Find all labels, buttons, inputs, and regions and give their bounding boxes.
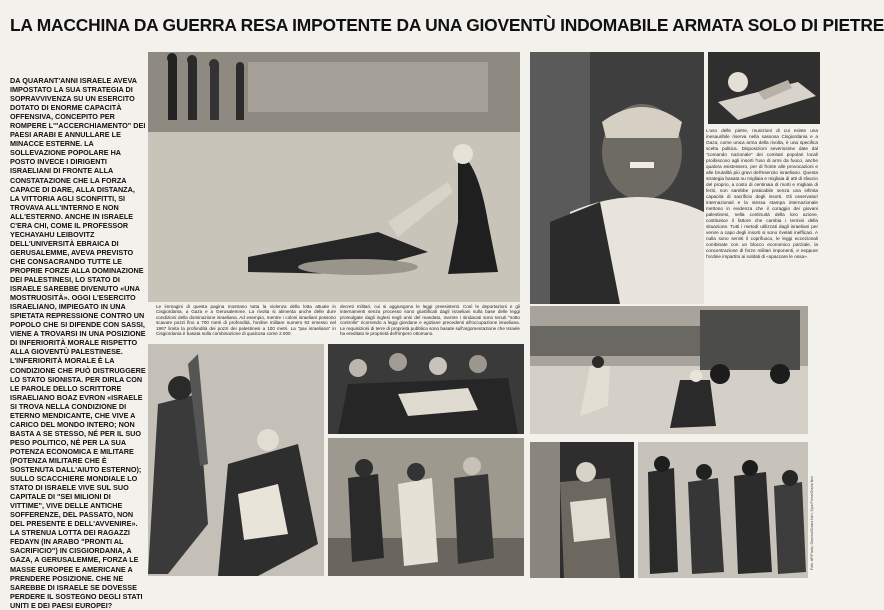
photo-jeep-soldier bbox=[530, 306, 808, 434]
old-man-graphic bbox=[530, 52, 704, 304]
photo-old-man-keffiyeh bbox=[530, 52, 704, 304]
crowd-graphic bbox=[328, 344, 524, 434]
injured-graphic bbox=[708, 52, 820, 124]
photo-injured-bed bbox=[708, 52, 820, 124]
caption-left: Le immagini di questa pagina mostrano tutta la violenza della lotta attuale in Cisgiordania, a Gaza e a Gerusalemme. La rivolta si alimenta anche delle dure condizioni della dominazione israeliana. Ad esempio, mentre i coloni israeliani possono scavare pozzi fino a 700 metri di profondità, l'ordine militare numero 92 emesso nel 1967 limita la profondità dei pozzi dei palestinesi a 100 metri. La "pax israeliana" in Cisgiordania è basata sulla combinazione di qualcosa come 2.000 bbox=[156, 304, 336, 337]
caption-right: decreti militari, cui si aggiungono le leggi preesistenti. Così le deportazioni e gli internamenti senza processo sono giustificati dagli israeliani sulla base delle leggi promulgate dagli inglesi negli anni del mandato, mentre i sindacati sono tenuti "sotto controllo" ricorrendo a leggi giordane e egiziane precedenti all'occupazione israeliana. Le requisizioni di terre di proprietà pubblica sono basate sull'argomentazione che Israele ha ereditato le proprietà dell'impero ottomano. bbox=[340, 304, 520, 337]
photo-doorway bbox=[530, 442, 634, 578]
photo-boys-march bbox=[328, 438, 524, 576]
photo-woman-street bbox=[148, 52, 520, 302]
page-headline: LA MACCHINA DA GUERRA RESA IMPOTENTE DA UNA GIOVENTÙ INDOMABILE ARMATA SOLO DI PIETRE bbox=[10, 15, 884, 35]
jeep-graphic bbox=[530, 306, 808, 434]
soldiers-graphic bbox=[638, 442, 808, 578]
struggle-graphic bbox=[148, 344, 324, 576]
side-article-text: L'uso delle pietre, munizioni di cui esiste una inesauribile riserva nella sassosa Cisgiordania e a Gaza, come unica arma della rivolta, è una specifica scelta politica. Disposizioni severissime date dal "comando nazionale" dei comitati popolari locali proibiscono agli insorti l'uso di armi da fuoco, anche qualora esistessero, per di fronte alle provocazioni e alle brutalità più gravi dell'esercito israeliano. Questa strategia basata su migliaia e migliaia di atti di sfaccio del proprio, a costo di centinaia di morti e migliaia di feriti, non sarebbe praticabile senza una infinita capacità di sacrificio degli insorti. Gli osservatori internazionali e la stessa stampa internazionale mettono in evidenza che il coraggio dei giovani palestinesi, nella continuità della loro azione, costituisce il fattore che cambia i termini della situazione. Tutti i metodi utilizzati dagli israeliani per venire a capo degli insorti si sono rivelati inefficaci. A nulla sono serviti il coprifuoco, le leggi eccezionali combinate con un blocco economico parziale, la concentrazione di forze militari imponenti, e neppure l'ordine impartito ai soldati di «spaccare le ossa». bbox=[706, 128, 818, 259]
photo-credit: Foto: AP/Photo, Gamma/Grazia Neri, Sipa Press/Grazia Neri bbox=[810, 475, 814, 570]
photo-soldiers-group bbox=[638, 442, 808, 578]
street-scene-graphic bbox=[148, 52, 520, 302]
photo-soldiers-struggle bbox=[148, 344, 324, 576]
boys-graphic bbox=[328, 438, 524, 576]
photo-crowd-carry bbox=[328, 344, 524, 434]
left-column-article: DA QUARANT'ANNI ISRAELE AVEVA IMPOSTATO LA SUA STRATEGIA DI SOPRAVVIVENZA SU UN ESERCITO DOTATO DI ENORME CAPACITÀ OFFENSIVA, CONCEPITO PER ROMPERE L'"ACCERCHIAMENTO" DEI PAESI ARABI E ANNULLARE LE MINACCE ESTERNE. LA SOLLEVAZIONE POPOLARE HA POSTO INVECE I DIRIGENTI ISRAELIANI DI FRONTE ALLA CONSTATAZIONE CHE LA FORZA CAPACE DI DARE, ALLA DISTANZA, LA VITTORIA AGLI SCONFITTI, SI TROVAVA ALL'INTERNO E NON ALL'ESTERNO. ANCHE IN ISRAELE C'ERA CHI, COME IL PROFESSOR YECHAYAHU LEIBOVITZ DELL'UNIVERSITÀ EBRAICA DI GERUSALEMME, AVEVA PREVISTO CHE CONSACRANDO TUTTE LE PROPRIE FORZE ALLA DOMINAZIONE DEI PALESTINESI, LO STATO DI ISRAELE SAREBBE DIVENUTO «UNA MOSTRUOSITÀ». OGGI L'ESERCITO ISRAELIANO, IMPIEGATO IN UNA SPIETATA REPRESSIONE CONTRO UN POPOLO CHE SI DIFENDE CON SASSI, VIENE A TROVARSI IN UNA POSIZIONE DI INFERIORITÀ MORALE RISPETTO ALLA GIOVENTÙ PALESTINESE. L'INFERIORITÀ MORALE È LA CONDIZIONE CHE PUÒ DISTRUGGERE LO STATO SIONISTA. PER DIRLA CON LE PAROLE DELLO SCRITTORE ISRAELIANO BOAZ EVRON «ISRAELE SI TROVA NELLA CONDIZIONE DI ETERNO MENDICANTE, CHE VIVE A CARICO DEL MONDO INTERO; NON BASTA A SE STESSO, NÉ PER IL SUO PESO POLITICO, NÉ PER LA SUA POTENZA ECONOMICA E MILITARE (POTENZA MILITARE CHE È SOSTENUTA DALL'AIUTO ESTERNO); SULLO SCACCHIERE MONDIALE LO STATO DI ISRAELE VIVE SUL SUO CAPITALE DI "SEI MILIONI DI VITTIME", VIVE DELLE ANTICHE SOFFERENZE, DEL PASSATO, NON DEL PRESENTE E DELL'AVVENIRE». LA STRENUA LOTTA DEI RAGAZZI FEDAYN (IN ARABO "PRONTI AL SACRIFICIO") IN CISGIORDANIA, A GAZA, A GERUSALEMME, FORZA LE MASSE EUROPEE E AMERICANE A PRENDERE POSIZIONE. CHE NE SAREBBE DI ISRAELE SE DOVESSE PERDERE IL SOSTEGNO DEGLI STATI UNITI E DEI PAESI EUROPEI? bbox=[10, 76, 146, 610]
doorway-graphic bbox=[530, 442, 634, 578]
